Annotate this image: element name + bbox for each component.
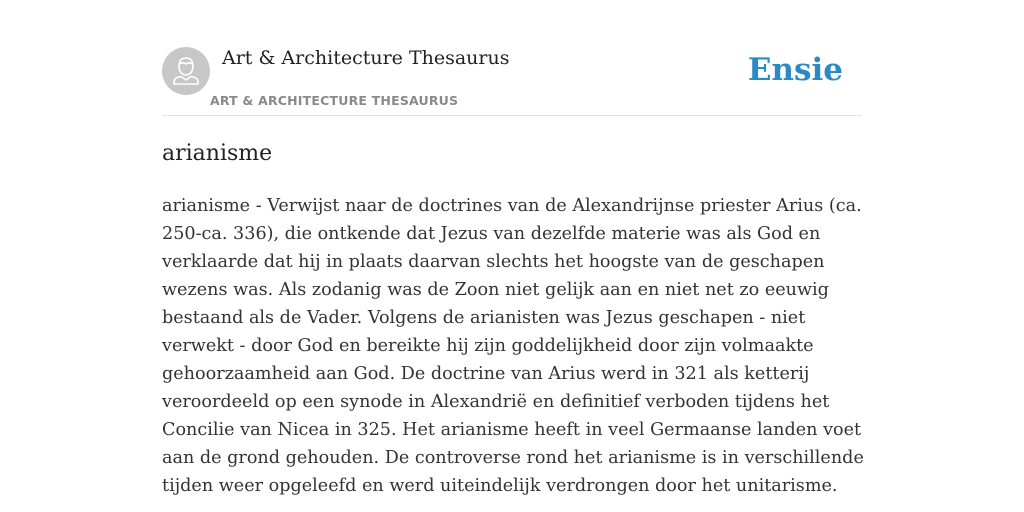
header-divider xyxy=(162,115,862,116)
brand-logo[interactable]: Ensie xyxy=(747,52,843,88)
category-label[interactable]: ART & ARCHITECTURE THESAURUS xyxy=(210,93,459,108)
user-icon xyxy=(162,47,210,95)
entry-title: arianisme xyxy=(162,141,273,166)
site-title[interactable]: Art & Architecture Thesaurus xyxy=(222,47,510,69)
entry-definition: arianisme - Verwijst naar de doctrines van de Alexandrijnse priester Arius (ca. 250-ca. 336), die ontkende dat Jezus van dezelfde materie was als God en verklaarde dat hij in plaats daarvan slechts het hoogste van de geschapen wezens was. Als zodanig was de Zoon niet gelijk aan en niet net zo eeuwig bestaand als de Vader. Volgens de arianisten was Jezus geschapen - niet verwekt - door God en bereikte hij zijn goddelijkheid door zijn volmaakte gehoorzaamheid aan God. De doctrine van Arius werd in 321 als ketterij veroordeeld op een synode in Alexandrië en definitief verboden tijdens het Concilie van Nicea in 325. Het arianisme heeft in veel Germaanse landen voet aan de grond gehouden. De controverse rond het arianisme is in verschillende tijden weer opgeleefd en werd uiteindelijk verdrongen door het unitarisme. xyxy=(162,196,864,496)
avatar[interactable] xyxy=(162,47,210,95)
